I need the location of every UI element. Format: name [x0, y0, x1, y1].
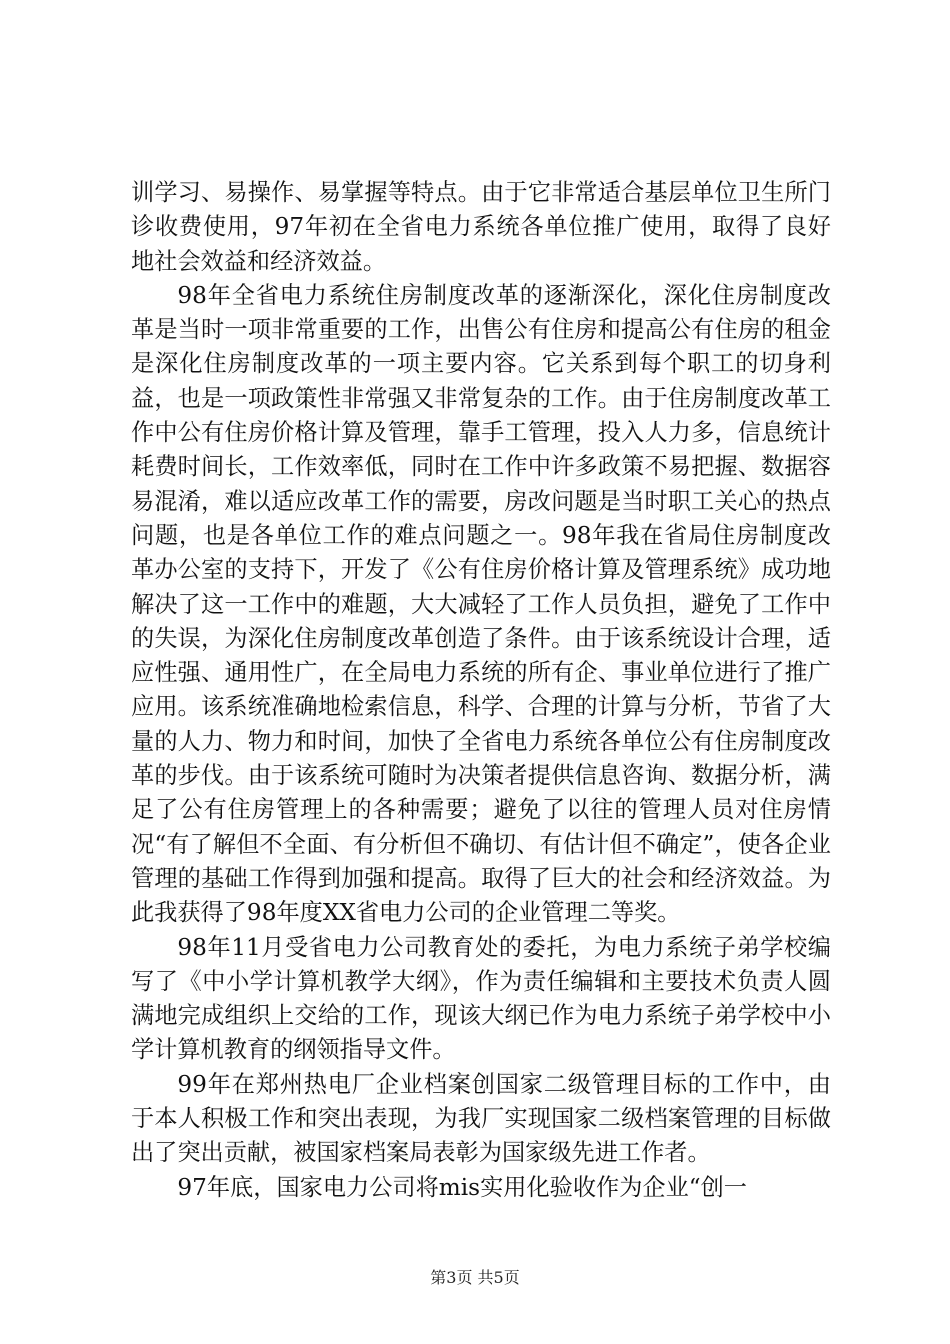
paragraph-archive-management: 99年在郑州热电厂企业档案创国家二级管理目标的工作中，由于本人积极工作和突出表现，为我厂实现国家二级档案管理的目标做出了突出贡献，被国家档案局表彰为国家级先进工作者。	[131, 1070, 831, 1167]
paragraph-housing-reform: 98年全省电力系统住房制度改革的逐渐深化，深化住房制度改革是当时一项非常重要的工作，出售公有住房和提高公有住房的租金是深化住房制度改革的一项主要内容。它关系到每个职工的切身利益，也是一项政策性非常强又非常复杂的工作。由于住房制度改革工作中公有住房价格计算及管理，靠手工管理，投入人力多，信息统计耗费时间长，工作效率低，同时在工作中许多政策不易把握、数据容易混淆，难以适应改革工作的需要，房改问题是当时职工关心的热点问题，也是各单位工作的难点问题之一。98年我在省局住房制度改革办公室的支持下，开发了《公有住房价格计算及管理系统》成功地解决了这一工作中的难题，大大减轻了工作人员负担，避免了工作中的失误，为深化住房制度改革创造了条件。由于该系统设计合理，适应性强、通用性广，在全局电力系统的所有企、事业单位进行了推广应用。该系统准确地检索信息，科学、合理的计算与分析，节省了大量的人力、物力和时间，加快了全省电力系统各单位公有住房制度改革的步伐。由于该系统可随时为决策者提供信息咨询、数据分析，满足了公有住房管理上的各种需要；避免了以往的管理人员对住房情况“有了解但不全面、有分析但不确切、有估计但不确定”，使各企业管理的基础工作得到加强和提高。取得了巨大的社会和经济效益。为此我获得了98年度XX省电力公司的企业管理二等奖。	[131, 281, 831, 927]
paragraph-continuation: 训学习、易操作、易掌握等特点。由于它非常适合基层单位卫生所门诊收费使用，97年初在全省电力系统各单位推广使用，取得了良好地社会效益和经济效益。	[131, 179, 831, 275]
paragraph-teaching-outline: 98年11月受省电力公司教育处的委托，为电力系统子弟学校编写了《中小学计算机教学大纲》，作为责任编辑和主要技术负责人圆满地完成组织上交给的工作，现该大纲已作为电力系统子弟学校中小学计算机教育的纲领指导文件。	[131, 933, 831, 1064]
page-number: 第3页 共5页	[430, 1268, 520, 1287]
paragraph-mis-acceptance: 97年底，国家电力公司将mis实用化验收作为企业“创一	[177, 1173, 747, 1201]
body-text	[131, 176, 831, 1205]
page-footer	[0, 1268, 950, 1288]
